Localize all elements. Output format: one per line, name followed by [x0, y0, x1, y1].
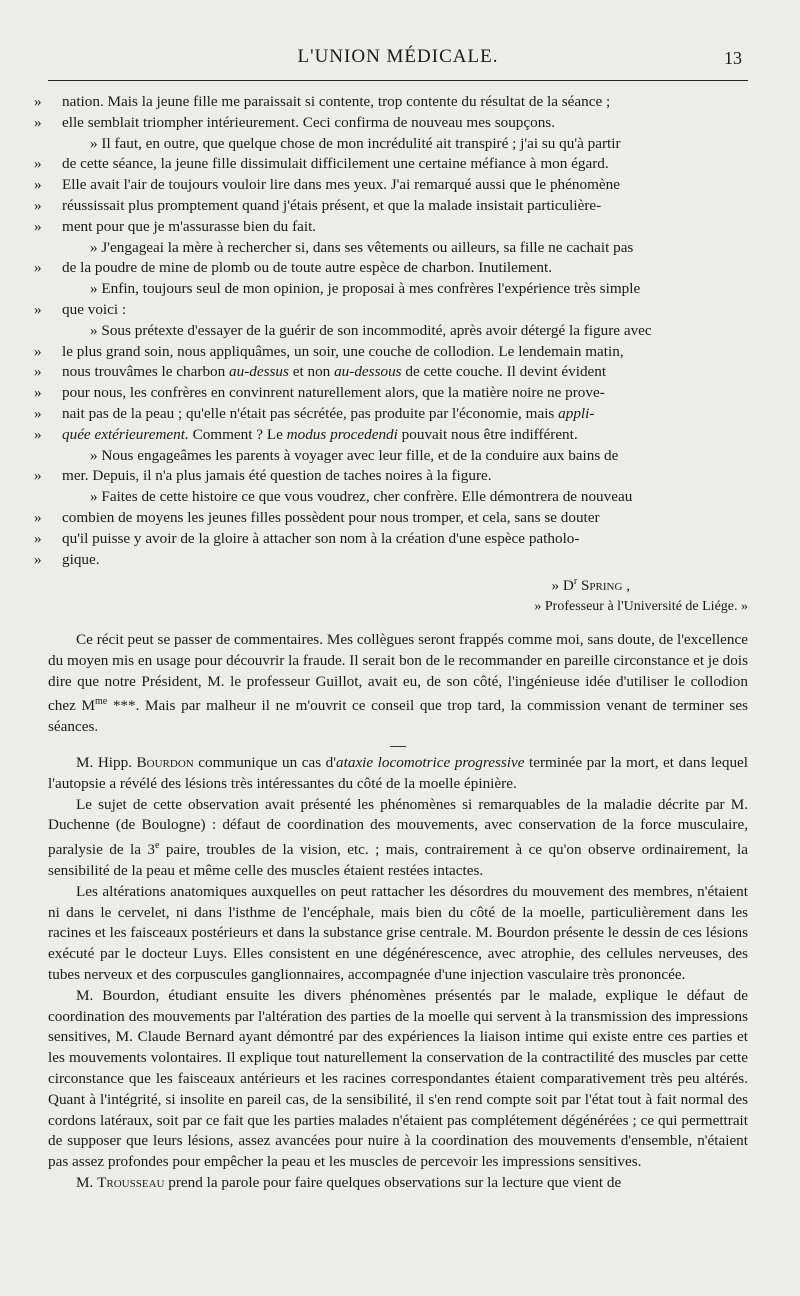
quote-text: ment pour que je m'assurasse bien du fait. — [62, 217, 317, 235]
quote-text: » Enfin, toujours seul de mon opinion, je proposai à mes confrères l'expérience très simple — [90, 280, 641, 298]
signature-suffix: , — [622, 577, 630, 595]
guillemet: » — [34, 467, 42, 485]
guillemet: » — [34, 259, 42, 277]
paragraph-superscript: me — [94, 696, 108, 708]
quote-text: Comment ? Le — [188, 425, 287, 443]
quote-line — [48, 321, 748, 342]
quote-line — [34, 92, 748, 113]
quote-line — [34, 383, 748, 404]
quote-text: » Nous engageâmes les parents à voyager avec leur fille, et de la conduire aux bains de — [90, 446, 619, 464]
quote-text: pouvait nous être indifférent. — [397, 425, 578, 443]
paragraph-text: Le sujet de cette observation avait présenté les phénomènes si remarquables de la maladie décrite par M. Duchenne (de Boulogne) : défaut de coordination des mouvements, avec conservation de la force musculaire, paralysie de la 3 — [48, 795, 748, 859]
section-separator — [390, 746, 406, 747]
quote-text: que voici : — [62, 300, 127, 318]
paragraph-bourdon-communication — [48, 753, 748, 795]
paragraph-text: terminée par la mort, et dans lequel l'autopsie a révélé des lésions très intéressantes du côté de la moelle épinière. — [48, 754, 748, 792]
paragraph-superscript: e — [154, 840, 160, 852]
quote-text: pour nous, les confrères en convinrent naturellement alors, que la matière noire ne prove- — [62, 384, 605, 402]
quote-line — [34, 175, 748, 196]
quote-line — [34, 196, 748, 217]
quote-text: Elle avait l'air de toujours vouloir lire dans mes yeux. J'ai remarqué aussi que le phénomène — [62, 176, 620, 194]
quote-line — [34, 529, 748, 550]
signature-role: » Professeur à l'Université de Liége. » — [534, 599, 748, 615]
signature-surname: Spring — [577, 577, 623, 595]
journal-title: L'UNION MÉDICALE. — [297, 46, 499, 67]
guillemet: » — [34, 508, 42, 526]
quote-italic: quée extérieurement. — [62, 425, 189, 443]
quote-line — [34, 425, 748, 446]
quote-line — [48, 134, 748, 155]
page-header — [48, 0, 748, 72]
quote-text: nait pas de la peau ; qu'elle n'était pas sécrétée, pas produite par l'économie, mais — [62, 404, 559, 422]
paragraph-explication: M. Bourdon, étudiant ensuite les divers phénomènes présentés par le malade, explique le défaut de coordination des mouvements par l'altération des parties de la moelle qui servent à la transmission des impressions sensitives, M. Claude Bernard ayant démontré par des expériences la liaison intime qui existe entre ces parties et les mouvements volontaires. Il explique tout naturellement la conservation de la contractilité des muscles par cette circonstance que les faisceaux antérieurs et les racines correspondantes étaient comparativement très peu altérés. Quant à l'intégrité, si insolite en pareil cas, de la sensibilité, il s'en rend compte soit par l'état tout à fait normal des cordons latéraux, soit par ce fait que les parties malades n'étaient pas complétement dégénérées ; ce qui permettrait de supposer que leurs lésions, assez avancées pour nuire à la coordination des mouvements d'ensemble, n'étaient pas assez profondes pour empêcher la peau et les muscles de percevoir les impressions sensitives. — [48, 986, 748, 1171]
guillemet: » — [34, 550, 42, 568]
speaker-name: Trousseau — [97, 1174, 165, 1192]
quote-italic: appli- — [558, 404, 595, 422]
signature-superscript: r — [573, 576, 578, 588]
quote-line — [34, 404, 748, 425]
quote-text: gique. — [62, 550, 100, 568]
paragraph-text: M. — [76, 1174, 98, 1192]
quote-line — [48, 487, 748, 508]
quote-text: nous trouvâmes le charbon — [62, 363, 230, 381]
guillemet: » — [34, 404, 42, 422]
quote-text: » Il faut, en outre, que quelque chose de mon incrédulité ait transpiré ; j'ai su qu'à partir — [90, 134, 621, 152]
quote-line — [34, 342, 748, 363]
quote-italic: modus procedendi — [286, 425, 398, 443]
guillemet: » — [34, 384, 42, 402]
guillemet: » — [34, 342, 42, 360]
quote-text: » J'engageai la mère à rechercher si, dans ses vêtements ou ailleurs, sa fille ne cachait pas — [90, 238, 634, 256]
speaker-name: Bourdon — [136, 754, 194, 772]
quote-text: de cette couche. Il devint évident — [401, 363, 607, 381]
quote-line — [34, 466, 748, 487]
guillemet: » — [34, 529, 42, 547]
guillemet: » — [34, 425, 42, 443]
quote-line — [34, 550, 748, 571]
quote-line — [48, 279, 748, 300]
signature-name — [48, 572, 748, 597]
guillemet: » — [34, 363, 42, 381]
quote-text: le plus grand soin, nous appliquâmes, un soir, une couche de collodion. Le lendemain matin, — [62, 342, 624, 360]
paragraph-text: ***. Mais par malheur il ne m'ouvrit ce conseil que trop tard, la commission venant de terminer ses séances. — [48, 697, 748, 736]
disease-name: ataxie locomotrice progressive — [336, 754, 525, 772]
guillemet: » — [34, 196, 42, 214]
header-rule — [48, 80, 748, 81]
quote-text: elle semblait triompher intérieurement. Ceci confirma de nouveau mes soupçons. — [62, 113, 556, 131]
article-body — [34, 92, 748, 1194]
quote-text: réussissait plus promptement quand j'étais présent, et que la malade insistait particulière- — [62, 196, 602, 214]
guillemet: » — [34, 155, 42, 173]
quote-italic: au-dessous — [334, 363, 402, 381]
quote-line — [34, 154, 748, 175]
paragraph-text: prend la parole pour faire quelques observations sur la lecture que vient de — [164, 1174, 622, 1192]
quote-italic: au-dessus — [229, 363, 289, 381]
paragraph-text: paire, troubles de la vision, etc. ; mais, contrairement à ce qu'on observe ordinairement, la sensibilité de la peau et même celle des muscles étaient restées intactes. — [48, 841, 748, 880]
guillemet: » — [34, 300, 42, 318]
paragraph-text: Ce récit peut se passer de commentaires. Mes collègues seront frappés comme moi, sans doute, de l'excellence du moyen mis en usage pour découvrir la fraude. Il serait bon de le recommander en pareille circonstance et je dois dire que notre Président, M. le professeur Guillot, avait eu, de son côté, l'ingénieuse idée d'utiliser le collodion chez M — [48, 630, 748, 715]
quote-text: » Faites de cette histoire ce que vous voudrez, cher confrère. Elle démontrera de nouveau — [90, 488, 633, 506]
paragraph-commentaires — [48, 630, 748, 738]
page-number: 13 — [724, 48, 742, 68]
quote-line — [34, 508, 748, 529]
quote-text: de cette séance, la jeune fille dissimulait difficilement une certaine méfiance à mon égard. — [62, 155, 609, 173]
paragraph-alterations: Les altérations anatomiques auxquelles on peut rattacher les désordres du mouvement des membres, n'étaient ni dans le cervelet, ni dans l'isthme de l'encéphale, mais bien du côté de la moelle, particulièrement dans les racines et les faisceaux postérieurs et dans la substance grise centrale. M. Bourdon présente le dessin de ces lésions exécuté par le docteur Luys. Elles consistent en une dégénérescence, avec atrophie, des cellules nerveuses, des tubes nerveux et des corpuscules ganglionnaires, accompagnée d'une injection vasculaire très prononcée. — [48, 882, 748, 984]
quote-text: nation. Mais la jeune fille me paraissait si contente, trop contente du résultat de la séance ; — [62, 93, 611, 110]
quote-line — [48, 446, 748, 467]
paragraph-observation — [48, 795, 748, 882]
quote-text: mer. Depuis, il n'a plus jamais été question de taches noires à la figure. — [62, 467, 492, 485]
guillemet: » — [34, 176, 42, 194]
quote-line — [48, 238, 748, 259]
quote-text: combien de moyens les jeunes filles possèdent pour nous tromper, et cela, sans se douter — [62, 508, 600, 526]
quote-line — [34, 113, 748, 134]
quote-line — [34, 258, 748, 279]
signature-prefix: » D — [551, 577, 574, 595]
guillemet: » — [34, 93, 42, 110]
quote-line — [34, 362, 748, 383]
quote-text: qu'il puisse y avoir de la gloire à attacher son nom à la création d'une espèce patholo- — [62, 529, 580, 547]
paragraph-trousseau — [48, 1173, 748, 1194]
quote-line — [34, 217, 748, 238]
quote-line — [34, 300, 748, 321]
guillemet: » — [34, 217, 42, 235]
quote-text: » Sous prétexte d'essayer de la guérir de son incommodité, après avoir détergé la figure avec — [90, 321, 652, 339]
quote-text: et non — [288, 363, 335, 381]
quote-text: de la poudre de mine de plomb ou de toute autre espèce de charbon. Inutilement. — [62, 259, 553, 277]
paragraph-text: communique un cas d' — [193, 754, 337, 772]
paragraph-text: M. Hipp. — [76, 754, 137, 772]
guillemet: » — [34, 113, 42, 131]
